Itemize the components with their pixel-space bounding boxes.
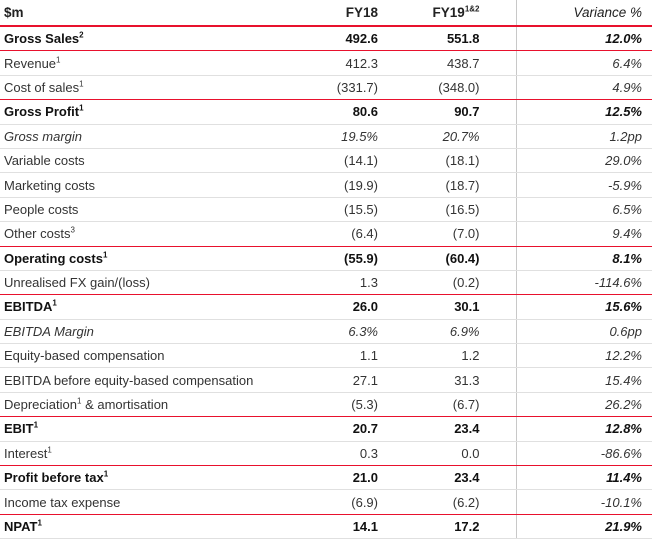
fy18-value: 1.3 <box>290 270 392 294</box>
fy19-value: 0.0 <box>392 441 516 465</box>
footnote-marker: 1 <box>37 518 42 528</box>
fy19-value: (0.2) <box>392 270 516 294</box>
fy19-header-footnote: 1&2 <box>464 4 480 14</box>
row-label <box>0 197 290 221</box>
fy18-value: (6.9) <box>290 490 392 514</box>
fy19-value: (6.7) <box>392 392 516 416</box>
variance-value: 29.0% <box>516 148 652 172</box>
fy18-value: 20.7 <box>290 417 392 441</box>
fy18-value: (6.4) <box>290 222 392 246</box>
variance-value: 9.4% <box>516 222 652 246</box>
footnote-marker: 1 <box>52 299 57 309</box>
row-label-text: Equity-based compensation <box>4 348 165 364</box>
row-label <box>0 392 290 416</box>
row-label-text: Gross margin <box>4 128 83 144</box>
fy19-value: 20.7% <box>392 124 516 148</box>
table-row <box>0 368 652 392</box>
row-label <box>0 26 290 51</box>
row-label-text: Profit before tax <box>4 470 104 486</box>
variance-value: 12.5% <box>516 100 652 124</box>
fy18-value: 26.0 <box>290 295 392 319</box>
row-label-text: NPAT <box>4 519 38 534</box>
variance-value: -114.6% <box>516 270 652 294</box>
fy18-value: (331.7) <box>290 75 392 99</box>
fy18-value: 27.1 <box>290 368 392 392</box>
fy18-value: 6.3% <box>290 319 392 343</box>
row-label-text: Income tax expense <box>4 494 121 510</box>
table-row <box>0 173 652 197</box>
row-label-text: Cost of sales <box>4 79 80 95</box>
fy19-value: 23.4 <box>392 466 516 490</box>
variance-value: 26.2% <box>516 392 652 416</box>
column-header-variance: Variance % <box>516 0 652 26</box>
row-label-text: EBITDA before equity-based compensation <box>4 372 254 388</box>
row-label-text: Gross Profit <box>4 104 80 120</box>
row-label <box>0 368 290 392</box>
table-header-row <box>0 0 652 26</box>
variance-value: 6.5% <box>516 197 652 221</box>
variance-value: 0.6pp <box>516 319 652 343</box>
fy18-value: 80.6 <box>290 100 392 124</box>
fy19-header-text: FY19 <box>432 5 465 20</box>
table-row <box>0 270 652 294</box>
variance-value: 6.4% <box>516 51 652 75</box>
fy19-value: (18.7) <box>392 173 516 197</box>
fy18-value: 492.6 <box>290 26 392 51</box>
variance-value: 12.8% <box>516 417 652 441</box>
fy19-value: 1.2 <box>392 344 516 368</box>
footnote-marker: 1 <box>79 104 84 114</box>
variance-value: 1.2pp <box>516 124 652 148</box>
table-row <box>0 75 652 99</box>
table-row <box>0 51 652 75</box>
footnote-marker: 3 <box>70 225 75 235</box>
row-label <box>0 246 290 270</box>
fy19-value: 31.3 <box>392 368 516 392</box>
table-row <box>0 295 652 319</box>
row-label-text: Gross Sales <box>4 31 80 47</box>
table-row <box>0 197 652 221</box>
fy19-value: (18.1) <box>392 148 516 172</box>
fy19-value: (6.2) <box>392 490 516 514</box>
fy19-value: (7.0) <box>392 222 516 246</box>
row-label <box>0 490 290 514</box>
fy19-value: 90.7 <box>392 100 516 124</box>
row-label-text: Unrealised FX gain/(loss) <box>4 275 150 291</box>
variance-value: 4.9% <box>516 75 652 99</box>
row-label-text: Depreciation <box>4 397 77 413</box>
row-label <box>0 173 290 197</box>
row-label <box>0 344 290 368</box>
variance-value: 8.1% <box>516 246 652 270</box>
footnote-marker: 1 <box>103 469 109 479</box>
row-label <box>0 75 290 99</box>
row-label <box>0 148 290 172</box>
fy18-value: 21.0 <box>290 466 392 490</box>
column-header-fy18: FY18 <box>290 0 392 26</box>
footnote-marker: 1 <box>79 79 84 89</box>
footnote-marker: 2 <box>79 30 84 40</box>
fy18-value: (19.9) <box>290 173 392 197</box>
row-label-text: Revenue <box>4 55 57 71</box>
row-label <box>0 514 290 538</box>
variance-value: -86.6% <box>516 441 652 465</box>
fy18-value: (5.3) <box>290 392 392 416</box>
fy19-value: 17.2 <box>392 514 516 538</box>
table-body <box>0 26 652 539</box>
table-row <box>0 148 652 172</box>
fy19-value: 23.4 <box>392 417 516 441</box>
fy19-value: (16.5) <box>392 197 516 221</box>
fy18-value: 1.1 <box>290 344 392 368</box>
table-row <box>0 466 652 490</box>
row-label-text: Variable costs <box>4 153 85 169</box>
table-row <box>0 319 652 343</box>
variance-value: 12.0% <box>516 26 652 51</box>
table-row <box>0 26 652 51</box>
column-header-label: $m <box>0 0 290 26</box>
row-label-text: EBIT <box>4 421 34 437</box>
row-label <box>0 124 290 148</box>
fy18-value: 412.3 <box>290 51 392 75</box>
row-label-text: EBITDA Margin <box>4 323 94 339</box>
variance-value: -5.9% <box>516 173 652 197</box>
table-row <box>0 490 652 514</box>
column-header-fy19 <box>392 0 516 26</box>
table-row <box>0 417 652 441</box>
table-row <box>0 100 652 124</box>
row-label <box>0 295 290 319</box>
row-label-text: Interest <box>4 445 48 461</box>
row-label <box>0 319 290 343</box>
table-row <box>0 441 652 465</box>
fy19-value: 551.8 <box>392 26 516 51</box>
table-row <box>0 246 652 270</box>
variance-value: 12.2% <box>516 344 652 368</box>
variance-value: -10.1% <box>516 490 652 514</box>
row-label-text: EBITDA <box>4 299 53 315</box>
fy19-value: (60.4) <box>392 246 516 270</box>
table-row <box>0 392 652 416</box>
variance-value: 11.4% <box>516 466 652 490</box>
row-label <box>0 441 290 465</box>
fy19-value: 30.1 <box>392 295 516 319</box>
table-row <box>0 514 652 538</box>
row-label-text: Marketing costs <box>4 177 96 193</box>
row-label-text: People costs <box>4 201 79 217</box>
footnote-marker: 1 <box>47 445 52 455</box>
fy19-value: 438.7 <box>392 51 516 75</box>
footnote-marker: 1 <box>33 421 39 431</box>
table-row <box>0 124 652 148</box>
variance-value: 15.4% <box>516 368 652 392</box>
row-label-text: Operating costs <box>4 250 103 266</box>
row-label <box>0 417 290 441</box>
row-label-suffix: & amortisation <box>81 397 169 413</box>
fy18-value: 0.3 <box>290 441 392 465</box>
row-label <box>0 466 290 490</box>
table-row <box>0 222 652 246</box>
row-label <box>0 51 290 75</box>
row-label <box>0 222 290 246</box>
fy18-value: 14.1 <box>290 514 392 538</box>
footnote-marker: 1 <box>102 250 108 260</box>
table-row <box>0 344 652 368</box>
footnote-marker: 1 <box>77 396 82 406</box>
footnote-marker: 1 <box>56 55 61 65</box>
row-label <box>0 270 290 294</box>
variance-value: 15.6% <box>516 295 652 319</box>
fy18-value: (15.5) <box>290 197 392 221</box>
fy18-value: 19.5% <box>290 124 392 148</box>
row-label-text: Other costs <box>4 226 71 242</box>
variance-value: 21.9% <box>516 514 652 538</box>
fy19-value: (348.0) <box>392 75 516 99</box>
fy19-value: 6.9% <box>392 319 516 343</box>
fy18-value: (55.9) <box>290 246 392 270</box>
row-label <box>0 100 290 124</box>
fy18-value: (14.1) <box>290 148 392 172</box>
